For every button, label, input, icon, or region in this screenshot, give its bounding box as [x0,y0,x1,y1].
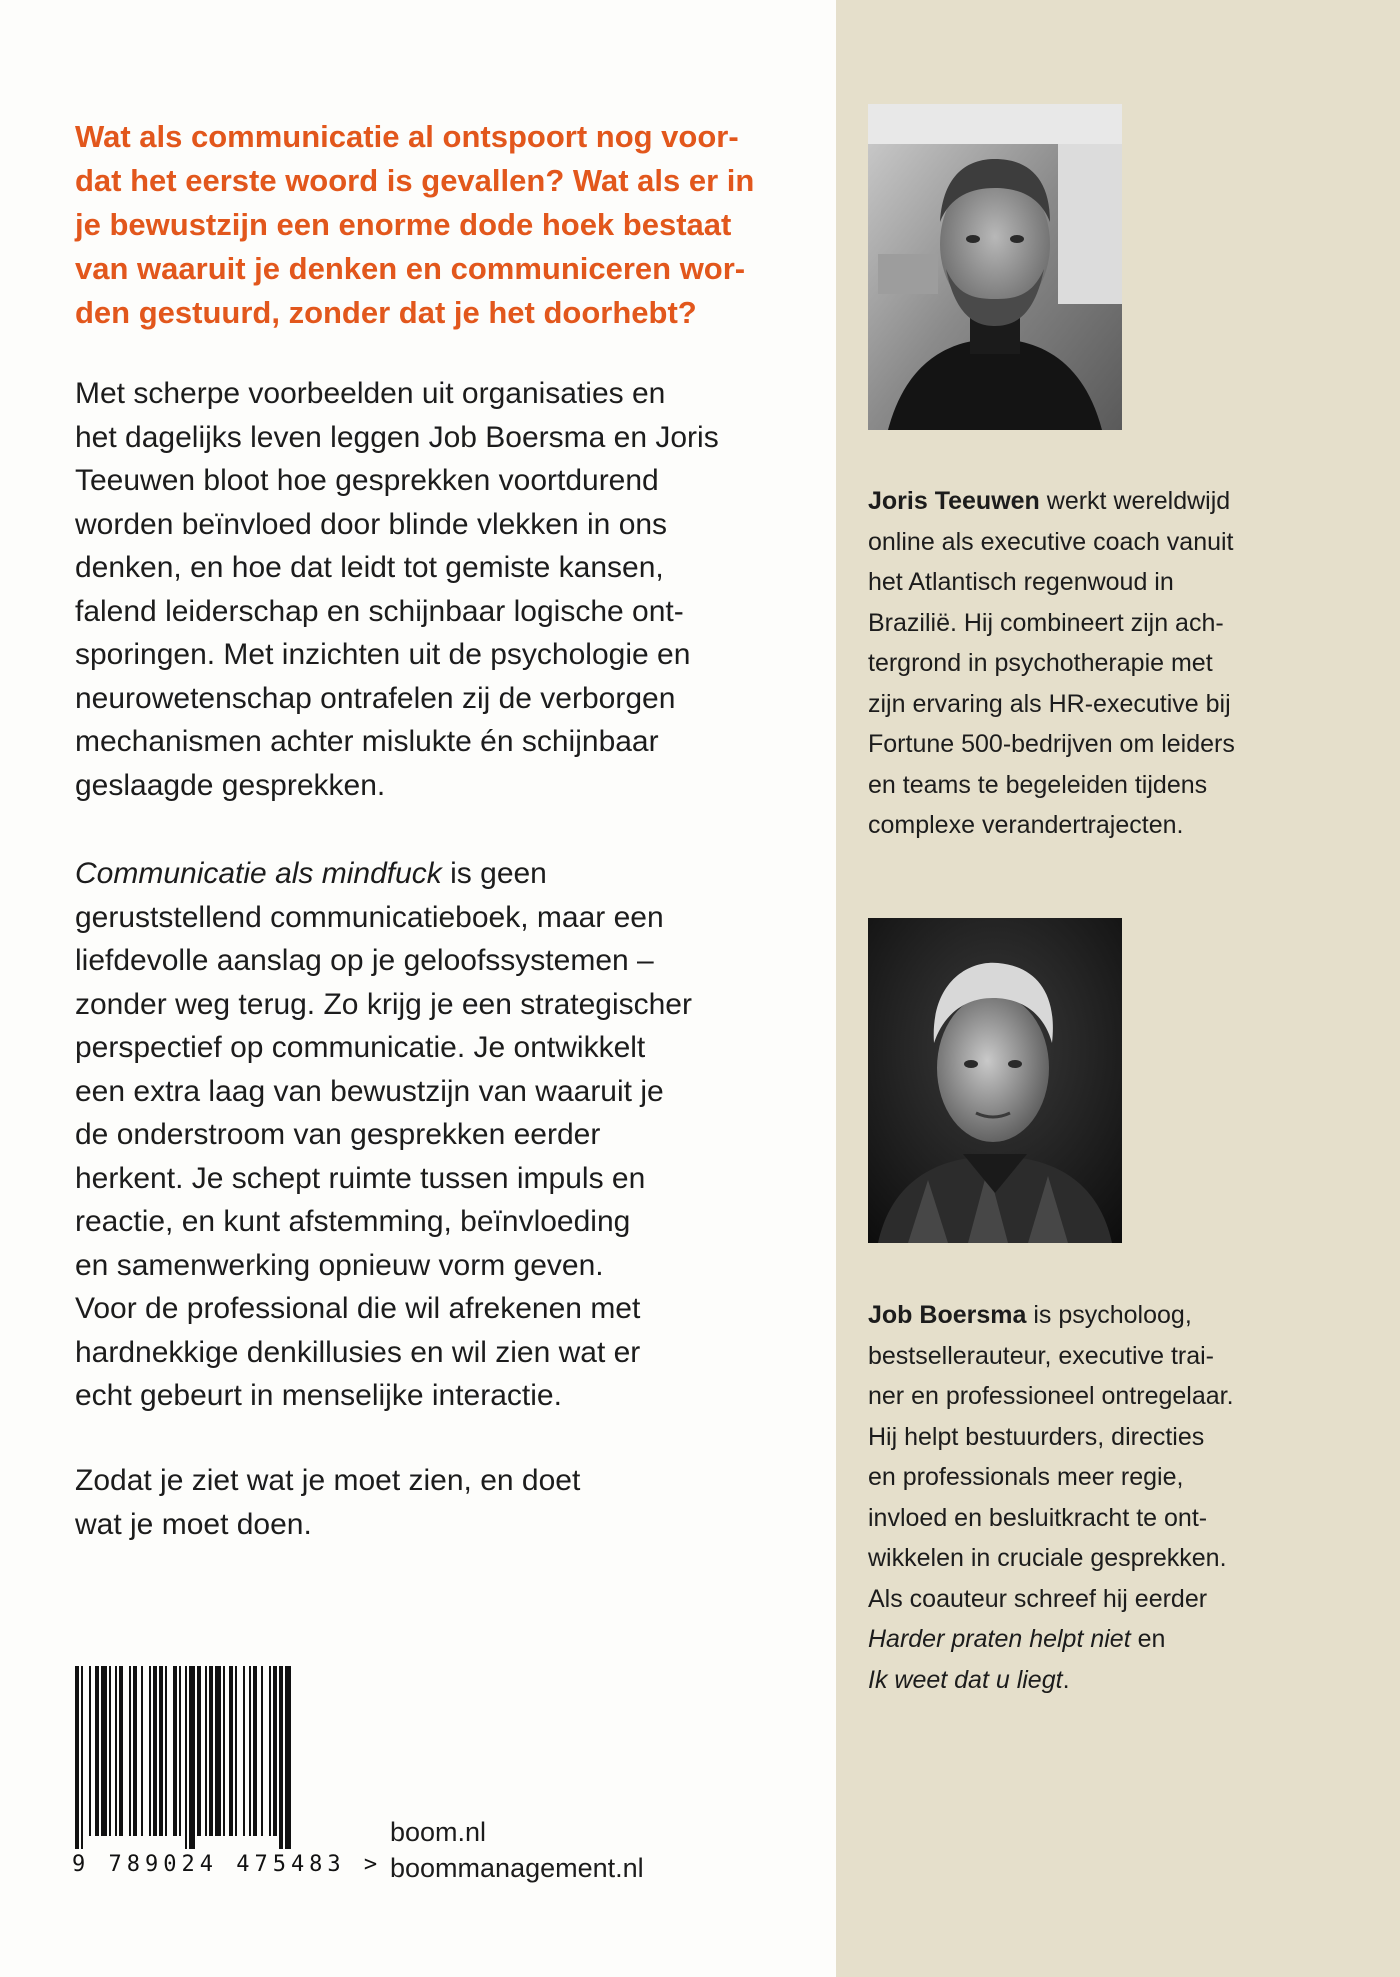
text-line: mechanismen achter mislukte én schijnbaar [75,725,659,758]
book-title: Communicatie als mindfuck [75,857,442,890]
bio-line: complexe verandertrajecten. [868,811,1184,839]
text-line: wat je moet doen. [75,1507,312,1541]
text-line: het dagelijks leven leggen Job Boersma en Joris [75,420,719,454]
text-line: hardnekkige denkillusies en wil zien wat er [75,1335,641,1369]
text-line: een extra laag van bewustzijn van waaruit je [75,1074,664,1108]
text-line [75,852,815,896]
text-line: en samenwerking opnieuw vorm geven. [75,1248,604,1282]
bio-line: online als executive coach vanuit [868,527,1234,556]
barcode-bar [279,1666,283,1849]
lead-paragraph [75,115,795,335]
barcode-bar [119,1666,123,1836]
bio-line: het Atlantisch regenwoud in [868,568,1174,596]
barcode-bar [95,1666,99,1836]
text-line: Voor de professional die wil afrekenen met [75,1292,641,1325]
text-line: worden beïnvloed door blinde vlekken in ons [75,507,668,541]
barcode-bar [165,1666,167,1836]
bio-line: bestsellerauteur, executive trai- [868,1341,1215,1370]
book-title: Ik weet dat u liegt [868,1665,1063,1694]
bio-line: tergrond in psychotherapie met [868,649,1213,677]
barcode-bar [129,1666,131,1836]
barcode-bar [223,1666,225,1836]
description-paragraph-2 [75,852,815,1418]
description-paragraph-1 [75,372,815,807]
barcode-bar [81,1666,83,1849]
barcode-bar [261,1666,263,1836]
book-title: Harder praten helpt niet [868,1625,1131,1653]
text-line: herkent. Je schept ruimte tussen impuls en [75,1161,646,1195]
text-line: reactie, en kunt afstemming, beïnvloeding [75,1205,631,1238]
text-line: neurowetenschap ontrafelen zij de verborgen [75,681,676,715]
barcode-bar [101,1666,107,1836]
bio-line [868,1660,1338,1701]
bio-line: Fortune 500-bedrijven om leiders [868,730,1235,758]
barcode-bar [185,1666,187,1849]
bio-line: ner en professioneel ontregelaar. [868,1382,1234,1410]
text-line: sporingen. Met inzichten uit de psychologie en [75,638,691,671]
lead-line: den gestuurd, zonder dat je het doorhebt? [75,295,697,330]
text-line: geslaagde gesprekken. [75,768,386,802]
text-line: perspectief op communicatie. Je ontwikkelt [75,1031,646,1064]
text-line: echt gebeurt in menselijke interactie. [75,1379,562,1412]
barcode-bar [109,1666,111,1836]
barcode-bar [269,1666,271,1836]
barcode-bar [173,1666,177,1836]
bio-line: Hij helpt bestuurders, directies [868,1422,1205,1451]
barcode-bar [215,1666,221,1836]
text-line: geruststellend communicatieboek, maar een [75,900,664,934]
barcode-bar [205,1666,207,1836]
barcode-bar [253,1666,257,1836]
bio-line: wikkelen in cruciale gesprekken. [868,1544,1227,1572]
barcode-bar [229,1666,233,1836]
bio-line [868,1619,1338,1660]
bio-line: zijn ervaring als HR-executive bij [868,689,1231,718]
closing-paragraph [75,1459,815,1546]
lead-line: van waaruit je denken en communiceren wor- [75,251,746,286]
barcode-bar [189,1666,195,1849]
bio-line: invloed en besluitkracht te ont- [868,1503,1208,1532]
barcode-bar [159,1666,163,1836]
barcode-bar [75,1666,79,1849]
bio-line: en teams te begeleiden tijdens [868,770,1208,799]
barcode-bar [249,1666,251,1836]
barcode-bar [115,1666,117,1836]
text-fragment: is geen [441,857,547,890]
barcode-bar [89,1666,91,1836]
barcode-bar [149,1666,151,1836]
barcode-bar [235,1666,237,1836]
text-line: de onderstroom van gesprekken eerder [75,1118,601,1151]
author-bio-joris-teeuwen [868,481,1338,846]
author-name: Job Boersma [868,1301,1027,1329]
bio-line: en professionals meer regie, [868,1463,1184,1491]
text-line: Teeuwen bloot hoe gesprekken voortdurend [75,464,659,497]
barcode-bar [273,1666,277,1836]
barcode-bar [243,1666,245,1836]
barcode-bar [179,1666,181,1836]
text-line: Met scherpe voorbeelden uit organisaties en [75,377,666,410]
text-fragment: werkt wereldwijd [1039,487,1231,515]
author-photo-joris-teeuwen [868,104,1122,430]
barcode-bar [197,1666,201,1836]
bio-line [868,481,1338,522]
lead-line: je bewustzijn een enorme dode hoek bestaat [75,207,732,242]
barcode-bar [285,1666,291,1849]
barcode-bar [153,1666,157,1836]
barcode-bar [209,1666,213,1836]
isbn-number: 9 789024 475483 > [72,1852,383,1877]
author-bio-job-boersma [868,1295,1338,1700]
barcode-bar [141,1666,143,1836]
text-line: liefdevolle aanslag op je geloofssystemen – [75,944,654,977]
lead-line: dat het eerste woord is gevallen? Wat als er in [75,163,755,198]
bio-line [868,1295,1338,1336]
text-fragment: en [1130,1625,1166,1653]
publisher-links [390,1814,644,1886]
barcode-bar [133,1666,137,1836]
author-photo-job-boersma [868,918,1122,1243]
text-line: falend leiderschap en schijnbaar logische ont- [75,594,684,628]
author-name: Joris Teeuwen [868,487,1040,515]
bio-line: Als coauteur schreef hij eerder [868,1584,1208,1613]
boommanagement-link[interactable]: boommanagement.nl [390,1853,644,1883]
boom-link[interactable]: boom.nl [390,1817,487,1847]
bio-line: Brazilië. Hij combineert zijn ach- [868,608,1224,637]
lead-line: Wat als communicatie al ontspoort nog voor- [75,119,739,154]
text-fragment: . [1062,1665,1070,1694]
text-fragment: is psycholoog, [1026,1301,1192,1329]
text-line: zonder weg terug. Zo krijg je een strategischer [75,987,692,1021]
text-line: Zodat je ziet wat je moet zien, en doet [75,1464,581,1497]
text-line: denken, en hoe dat leidt tot gemiste kansen, [75,551,664,584]
